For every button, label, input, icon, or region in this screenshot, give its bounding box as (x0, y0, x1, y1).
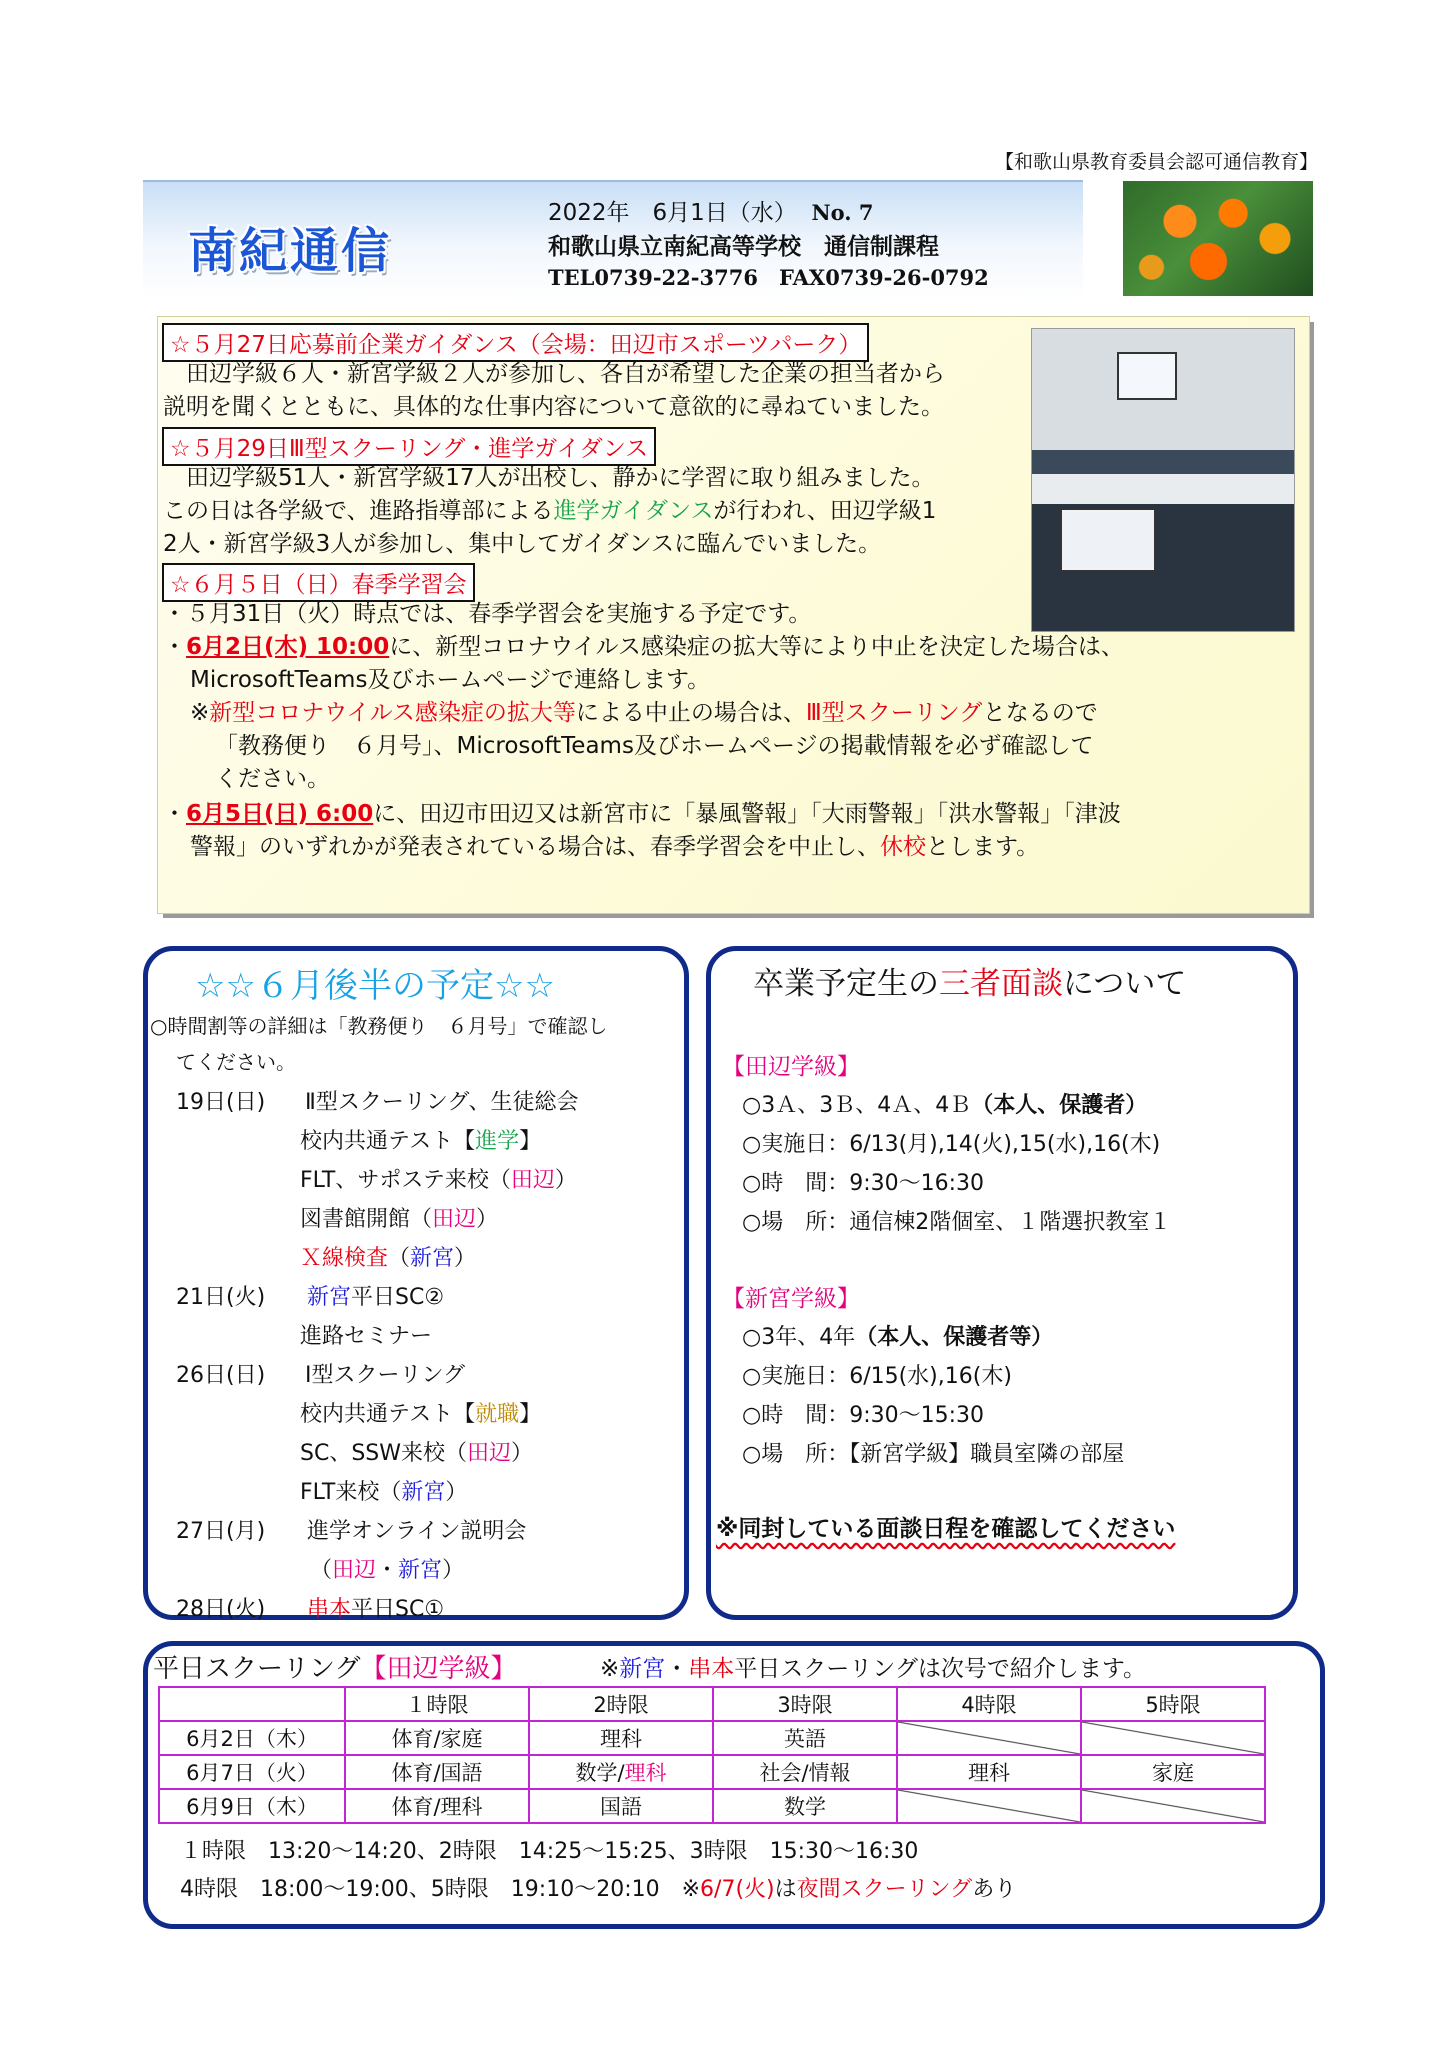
interview-title: 卒業予定生の三者面談について (753, 966, 1187, 1002)
weekday-schooling-title: 平日スクーリング【田辺学級】 (153, 1654, 517, 1684)
table-cell: 英語 (713, 1721, 897, 1755)
interview-detail: ○時 間：9:30～15:30 (742, 1403, 985, 1428)
table-header-cell: 2時限 (529, 1687, 713, 1721)
flower-photo (1123, 181, 1313, 296)
schedule-date: 26日(日) (176, 1363, 266, 1388)
interview-note: ※同封している面談日程を確認してください (716, 1516, 1176, 1542)
schedule-date: 19日(日) (176, 1090, 266, 1115)
news-text: この日は各学級で、進路指導部による進学ガイダンスが行われ、田辺学級1 (163, 498, 937, 524)
table-cell: 理科 (529, 1721, 713, 1755)
table-cell: 家庭 (1081, 1755, 1265, 1789)
table-header-cell: 5時限 (1081, 1687, 1265, 1721)
schedule-item: 進学オンライン説明会 (307, 1519, 527, 1544)
news-text: 説明を聞くとともに、具体的な仕事内容について意欲的に尋ねていました。 (163, 394, 944, 420)
period-times: 4時限 18:00～19:00、5時限 19:10～20:10 ※6/7(火)は夜間スクーリングあり (180, 1877, 1017, 1902)
schedule-item: 図書館開館（田辺） (300, 1207, 499, 1232)
issue-number: No. 7 (811, 200, 874, 225)
interview-detail: ○実施日：6/13(月),14(火),15(水),16(木) (742, 1132, 1161, 1157)
schedule-item: 校内共通テスト【就職】 (300, 1402, 542, 1427)
contact-numbers: TEL0739-22-3776 FAX0739-26-0792 (548, 265, 989, 290)
section-heading-company-guidance: ☆５月27日応募前企業ガイダンス（会場：田辺市スポーツパーク） (162, 323, 869, 362)
schedule-item: 串本平日SC① (307, 1597, 445, 1622)
table-header-cell: 4時限 (897, 1687, 1081, 1721)
table-row (159, 1755, 1265, 1789)
schedule-title: ☆☆６月後半の予定☆☆ (195, 966, 555, 1006)
table-cell: 数学/理科 (529, 1755, 713, 1789)
interview-detail: ○場 所：通信棟2階個室、１階選択教室１ (742, 1210, 1172, 1235)
photo-screen-detail (1117, 352, 1177, 400)
section-heading-study-session: ☆６月５日（日）春季学習会 (162, 563, 475, 602)
schedule-item: FLT来校（新宮） (300, 1480, 468, 1505)
table-cell: 体育/理科 (345, 1789, 529, 1823)
news-bullet: ・6月2日(木) 10:00に、新型コロナウイルス感染症の拡大等により中止を決定した場合は、 (163, 634, 1124, 660)
schedule-date: 28日(火) (176, 1597, 266, 1622)
news-text: 田辺学級51人・新宮学級17人が出校し、静かに学習に取り組みました。 (163, 465, 935, 491)
table-header-cell: 3時限 (713, 1687, 897, 1721)
news-text: MicrosoftTeams及びホームページで連絡します。 (190, 667, 711, 693)
table-cell: 数学 (713, 1789, 897, 1823)
news-note: 「教務便り ６月号」、MicrosoftTeams及びホームページの掲載情報を必ず確認して (215, 733, 1094, 759)
table-header-row (159, 1687, 1265, 1721)
news-text: 警報」のいずれかが発表されている場合は、春季学習会を中止し、休校とします。 (190, 834, 1040, 860)
schedule-item: Ｘ線検査（新宮） (300, 1246, 477, 1271)
news-note: ※新型コロナウイルス感染症の拡大等による中止の場合は、Ⅲ型スクーリングとなるので (190, 700, 1098, 726)
issue-date: 2022年 6月1日（水） No. 7 (548, 200, 874, 226)
weekday-schooling-note: ※新宮・串本平日スクーリングは次号で紹介します。 (600, 1656, 1146, 1682)
schedule-note: てください。 (176, 1050, 296, 1074)
table-cell: 社会/情報 (713, 1755, 897, 1789)
interview-detail: ○実施日：6/15(水),16(木) (742, 1364, 1012, 1389)
table-empty-cell (897, 1721, 1081, 1755)
interview-detail: ○場 所：【新宮学級】職員室隣の部屋 (742, 1442, 1125, 1467)
table-empty-cell (1081, 1721, 1265, 1755)
schedule-date: 21日(火) (176, 1285, 266, 1310)
table-cell: 体育/家庭 (345, 1721, 529, 1755)
news-text: 2人・新宮学級3人が参加し、集中してガイダンスに臨んでいました。 (163, 531, 882, 557)
table-empty-cell (897, 1789, 1081, 1823)
table-cell: 体育/国語 (345, 1755, 529, 1789)
photo-screen-detail (1060, 508, 1156, 572)
table-corner-cell (159, 1687, 345, 1721)
schedule-item: Ⅰ型スクーリング (305, 1363, 466, 1388)
schedule-item: 進路セミナー (300, 1324, 433, 1349)
news-text: 田辺学級６人・新宮学級２人が参加し、各自が希望した企業の担当者から (163, 361, 945, 387)
period-times: １時限 13:20～14:20、2時限 14:25～15:25、3時限 15:30～16:30 (180, 1839, 919, 1864)
class-heading-shingu: 【新宮学級】 (722, 1286, 860, 1312)
schedule-item: 新宮平日SC② (307, 1285, 445, 1310)
weekday-timetable (158, 1686, 1266, 1824)
schedule-item: SC、SSW来校（田辺） (300, 1441, 534, 1466)
interview-detail: ○時 間：9:30～16:30 (742, 1171, 985, 1196)
table-header-cell: １時限 (345, 1687, 529, 1721)
section-heading-schooling: ☆５月29日Ⅲ型スクーリング・進学ガイダンス (162, 427, 656, 466)
authority-label: 【和歌山県教育委員会認可通信教育】 (994, 151, 1318, 173)
table-row (159, 1789, 1265, 1823)
interview-detail: ○3年、4年（本人、保護者等） (742, 1325, 1054, 1350)
schedule-item: Ⅱ型スクーリング、生徒総会 (305, 1090, 579, 1115)
table-cell: 理科 (897, 1755, 1081, 1789)
class-heading-tanabe: 【田辺学級】 (722, 1054, 860, 1080)
table-empty-cell (1081, 1789, 1265, 1823)
news-note: ください。 (215, 766, 330, 792)
schedule-note: ○時間割等の詳細は「教務便り ６月号」で確認し (150, 1014, 608, 1038)
schedule-item: （田辺・新宮） (310, 1558, 465, 1583)
school-name: 和歌山県立南紀高等学校 通信制課程 (548, 234, 939, 260)
table-row (159, 1721, 1265, 1755)
table-cell: 国語 (529, 1789, 713, 1823)
table-day-cell: 6月9日（木） (159, 1789, 345, 1823)
news-bullet: ・５月31日（火）時点では、春季学習会を実施する予定です。 (163, 601, 812, 627)
table-day-cell: 6月2日（木） (159, 1721, 345, 1755)
schedule-item: 校内共通テスト【進学】 (300, 1129, 542, 1154)
schedule-item: FLT、サポステ来校（田辺） (300, 1168, 577, 1193)
table-day-cell: 6月7日（火） (159, 1755, 345, 1789)
news-bullet: ・6月5日(日) 6:00に、田辺市田辺又は新宮市に「暴風警報」「大雨警報」「洪水警報」「津波 (163, 801, 1121, 827)
newsletter-logo: 南紀通信 (188, 223, 393, 279)
schedule-date: 27日(月) (176, 1519, 266, 1544)
interview-detail: ○3Ａ、3Ｂ、4Ａ、4Ｂ（本人、保護者） (742, 1093, 1148, 1118)
